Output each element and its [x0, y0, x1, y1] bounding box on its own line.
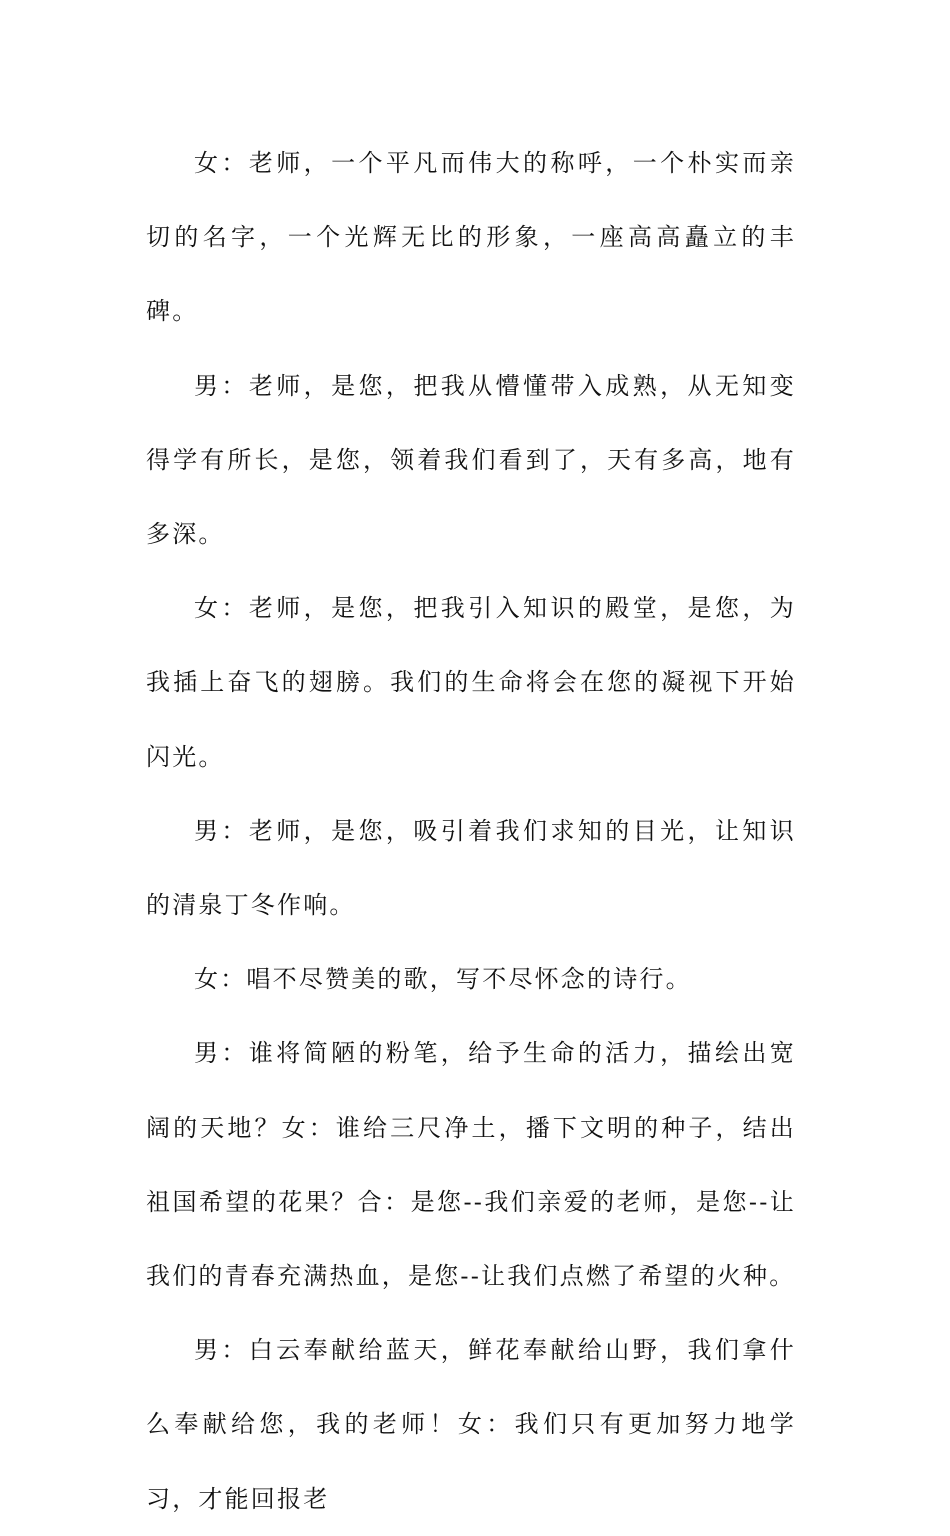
paragraph-6: 男：谁将简陋的粉笔，给予生命的活力，描绘出宽阔的天地？女：谁给三尺净土，播下文明的种子，结出祖国希望的花果？合：是您--我们亲爱的老师，是您--让我们的青春充满热血，是您--让我们点燃了希望的火种。 [146, 1039, 796, 1291]
paragraph-1: 女：老师，一个平凡而伟大的称呼，一个朴实而亲切的名字，一个光辉无比的形象，一座高高矗立的丰碑。 [146, 149, 796, 326]
paragraph-7: 男：白云奉献给蓝天，鲜花奉献给山野，我们拿什么奉献给您，我的老师！女：我们只有更加努力地学习，才能回报老 [146, 1336, 796, 1513]
document-body [146, 126, 796, 1536]
paragraph-5: 女：唱不尽赞美的歌，写不尽怀念的诗行。 [194, 965, 692, 994]
paragraph-3: 女：老师，是您，把我引入知识的殿堂，是您，为我插上奋飞的翅膀。我们的生命将会在您的凝视下开始闪光。 [146, 594, 796, 771]
paragraph-2: 男：老师，是您，把我从懵懂带入成熟，从无知变得学有所长，是您，领着我们看到了，天有多高，地有多深。 [146, 371, 796, 549]
paragraph-4: 男：老师，是您，吸引着我们求知的目光，让知识的清泉丁冬作响。 [146, 816, 796, 920]
